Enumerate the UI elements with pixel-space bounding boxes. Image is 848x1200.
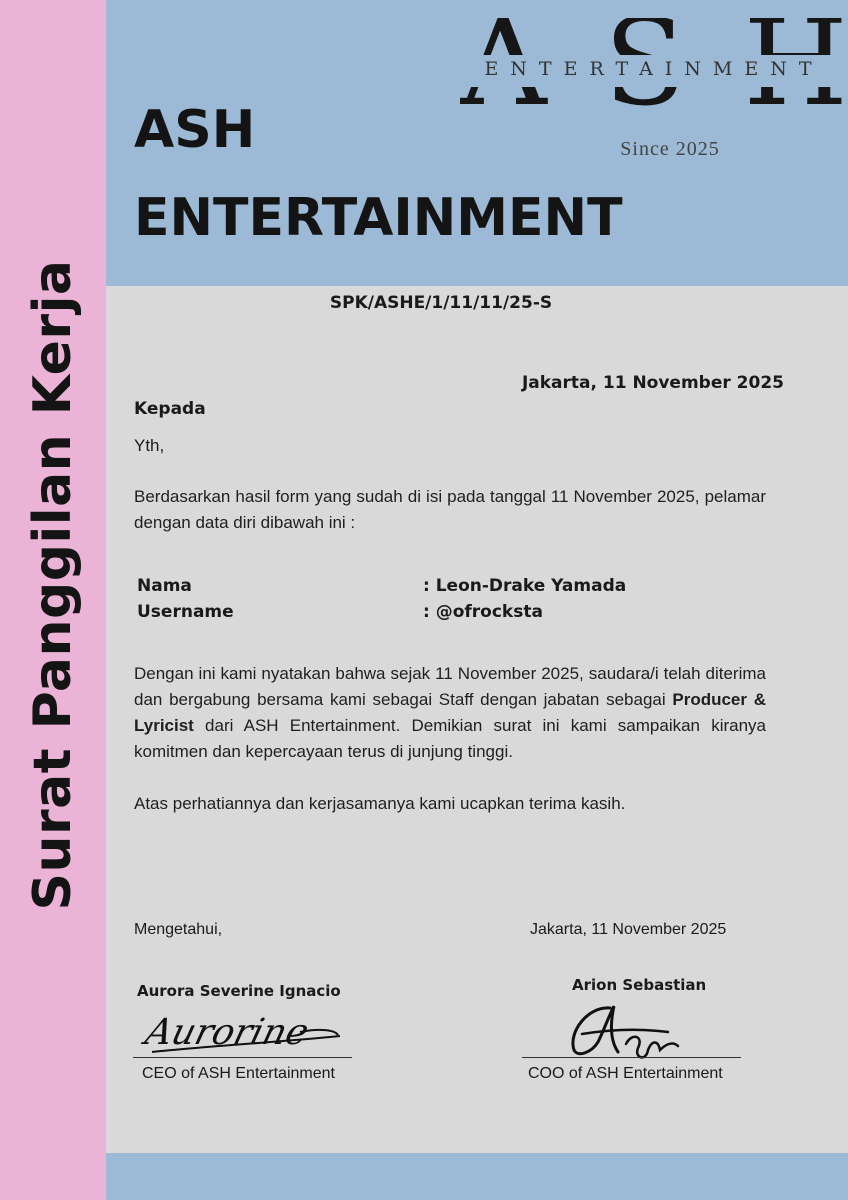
acknowledged-heading: Mengetahui, <box>134 921 223 938</box>
body-text-post: dari ASH Entertainment. Demikian surat ini kami sampaikan kiranya komitmen dan kepercayaan terus di junjung tinggi. <box>134 716 766 761</box>
sidebar <box>0 0 106 1200</box>
applicant-data <box>137 576 737 628</box>
letter-number: SPK/ASHE/1/11/11/25-S <box>329 293 553 313</box>
footer-band <box>106 1153 848 1200</box>
ceo-name: Aurora Severine Ignacio <box>137 982 341 1000</box>
signature-date: Jakarta, 11 November 2025 <box>530 921 727 938</box>
company-title-line1: ASH <box>134 100 256 160</box>
job-role: Producer & Lyricist <box>134 690 766 735</box>
ceo-signature-line <box>133 1057 352 1058</box>
field-value: : @ofrocksta <box>423 602 543 622</box>
ceo-signature <box>140 1002 350 1060</box>
intro-paragraph: Berdasarkan hasil form yang sudah di isi pada tanggal 11 November 2025, pelamar dengan data diri dibawah ini : <box>134 487 766 532</box>
field-label: Nama <box>137 576 192 596</box>
company-logo <box>460 0 848 170</box>
closing-paragraph: Atas perhatiannya dan kerjasamanya kami ucapkan terima kasih. <box>134 794 626 813</box>
ceo-signature-text: Aurorine <box>141 1010 314 1053</box>
field-label: Username <box>137 602 234 622</box>
coo-name: Arion Sebastian <box>572 976 707 994</box>
logo-subtitle: ENTERTAINMENT <box>484 58 824 80</box>
coo-signature-line <box>522 1057 741 1058</box>
field-row-username <box>137 602 737 628</box>
coo-role: COO of ASH Entertainment <box>528 1065 723 1082</box>
letter-date: Jakarta, 11 November 2025 <box>521 373 784 393</box>
header <box>106 0 848 286</box>
field-value: : Leon-Drake Yamada <box>423 576 627 596</box>
field-row-name <box>137 576 737 602</box>
coo-signature <box>548 996 718 1062</box>
sidebar-title: Surat Panggilan Kerja <box>23 259 83 911</box>
recipient-heading: Kepada <box>134 399 206 419</box>
body-paragraph <box>134 661 766 765</box>
body-text-pre: Dengan ini kami nyatakan bahwa sejak 11 November 2025, saudara/i telah diterima dan bergabung bersama kami sebagai Staff dengan jabatan sebagai <box>134 664 766 709</box>
company-title-line2: ENTERTAINMENT <box>134 188 623 248</box>
logo-since: Since 2025 <box>620 138 720 160</box>
ceo-role: CEO of ASH Entertainment <box>142 1065 335 1082</box>
recipient-salutation: Yth, <box>134 436 165 455</box>
